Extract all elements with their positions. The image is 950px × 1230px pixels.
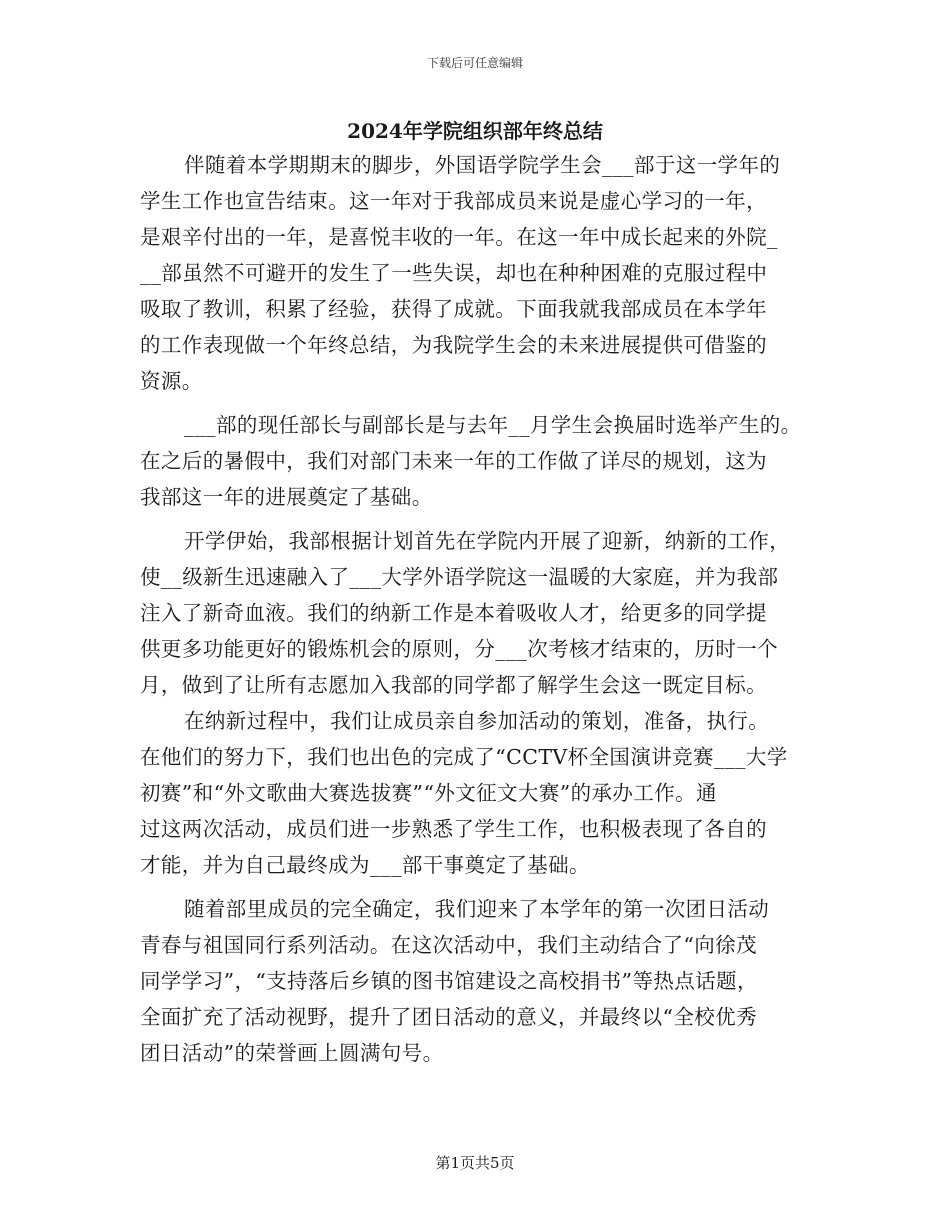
body-line: 使__级新生迅速融入了___大学外语学院这一温暖的大家庭，并为我部 (140, 565, 779, 589)
body-line: 青春与祖国同行系列活动。在这次活动中，我们主动结合了“向徐茂 (140, 933, 757, 957)
header-note: 下载后可任意编辑 (426, 56, 523, 70)
body-line: 吸取了教训，积累了经验，获得了成就。下面我就我部成员在本学年 (140, 297, 767, 321)
body-line: 随着部里成员的完全确定，我们迎来了本学年的第一次团日活动 (184, 897, 770, 921)
body-line: 在他们的努力下，我们也出色的完成了“CCTV杯全国演讲竞赛___大学 (140, 745, 788, 769)
body-line: 注入了新奇血液。我们的纳新工作是本着吸收人才，给更多的同学提 (140, 601, 767, 625)
body-line: 供更多功能更好的锻炼机会的原则，分___次考核才结束的，历时一个 (140, 637, 779, 661)
body-line: 在纳新过程中，我们让成员亲自参加活动的策划，准备，执行。 (184, 709, 770, 733)
document-title: 2024年学院组织部年终总结 (347, 119, 603, 143)
body-line: ___部的现任部长与副部长是与去年__月学生会换届时选举产生的。 (184, 413, 802, 437)
body-line: 过这两次活动，成员们进一步熟悉了学生工作，也积极表现了各自的 (140, 817, 767, 841)
body-line: 的工作表现做一个年终总结，为我院学生会的未来进展提供可借鉴的 (140, 333, 767, 357)
body-line: 伴随着本学期期末的脚步，外国语学院学生会___部于这一学年的 (184, 153, 781, 177)
body-line: 团日活动”的荣誉画上圆满句号。 (140, 1041, 444, 1065)
body-line: __部虽然不可避开的发生了一些失误，却也在种种困难的克服过程中 (140, 261, 768, 285)
body-line: 全面扩充了活动视野，提升了团日活动的意义，并最终以“全校优秀 (140, 1005, 757, 1029)
body-line: 我部这一年的进展奠定了基础。 (140, 485, 433, 509)
body-line: 同学学习”，“支持落后乡镇的图书馆建设之高校捐书”等热点话题， (140, 969, 758, 993)
body-line: 才能，并为自己最终成为___部干事奠定了基础。 (140, 853, 590, 877)
body-line: 月，做到了让所有志愿加入我部的同学都了解学生会这一既定目标。 (140, 673, 767, 697)
body-line: 学生工作也宣告结束。这一年对于我部成员来说是虚心学习的一年， (140, 189, 767, 213)
body-line: 开学伊始，我部根据计划首先在学院内开展了迎新，纳新的工作， (184, 529, 791, 553)
page-number: 第1页共5页 (435, 1154, 515, 1172)
body-line: 初赛”和“外文歌曲大赛选拔赛”“外文征文大赛”的承办工作。通 (140, 781, 717, 805)
body-line: 是艰辛付出的一年，是喜悦丰收的一年。在这一年中成长起来的外院_ (140, 225, 778, 249)
body-line: 在之后的暑假中，我们对部门未来一年的工作做了详尽的规划，这为 (140, 449, 767, 473)
body-line: 资源。 (140, 369, 203, 393)
